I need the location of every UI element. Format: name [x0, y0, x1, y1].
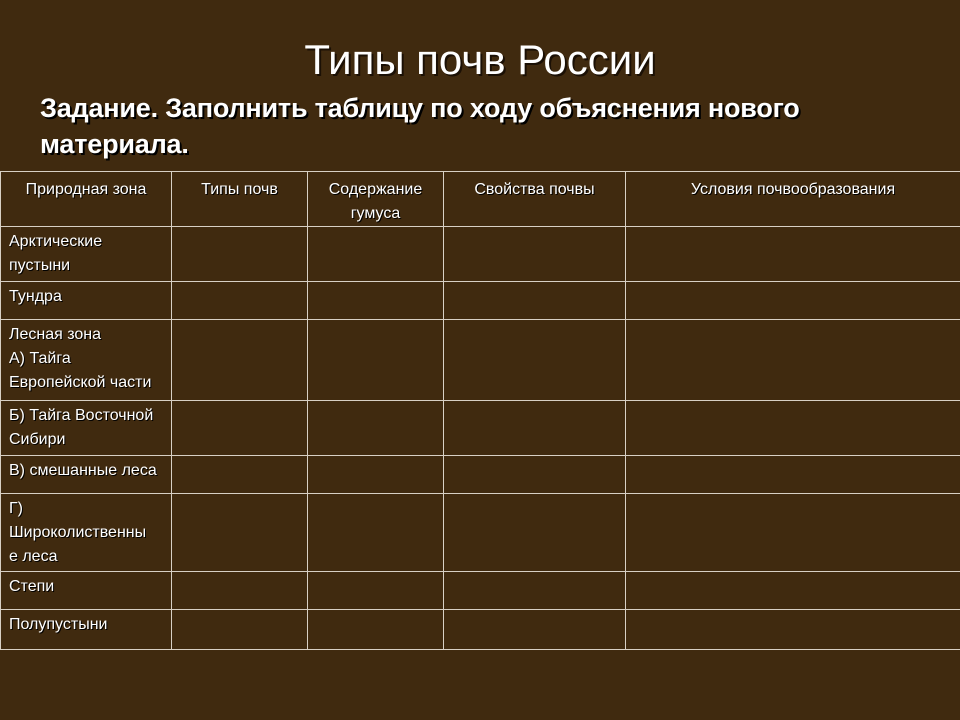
table-cell[interactable]	[444, 282, 626, 320]
header-soil-properties: Свойства почвы	[444, 172, 626, 227]
table-cell[interactable]	[172, 494, 308, 572]
table-row	[1, 610, 960, 650]
zone-line: Широколиственны	[9, 524, 147, 541]
slide-title: Типы почв России	[304, 36, 656, 83]
zone-cell-mixed-forests	[1, 456, 172, 494]
table-cell[interactable]	[172, 610, 308, 650]
table-cell[interactable]	[626, 282, 960, 320]
zone-cell-semi-deserts	[1, 610, 172, 650]
table-row	[1, 227, 960, 282]
zone-line: Тундра	[9, 288, 62, 305]
soil-types-table	[0, 171, 960, 650]
table-cell[interactable]	[172, 282, 308, 320]
table-cell[interactable]	[308, 572, 444, 610]
table-cell[interactable]	[444, 456, 626, 494]
zone-cell-tundra	[1, 282, 172, 320]
header-humus-content: Содержание гумуса	[308, 172, 444, 227]
table-cell[interactable]	[308, 320, 444, 401]
zone-line: А) Тайга	[9, 350, 71, 367]
table-row	[1, 494, 960, 572]
table-cell[interactable]	[172, 456, 308, 494]
header-soil-types: Типы почв	[172, 172, 308, 227]
table-cell[interactable]	[444, 401, 626, 456]
table-cell[interactable]	[444, 610, 626, 650]
table-cell[interactable]	[626, 320, 960, 401]
table-cell[interactable]	[172, 401, 308, 456]
table-cell[interactable]	[626, 401, 960, 456]
zone-line: Г)	[9, 500, 23, 517]
table-cell[interactable]	[308, 227, 444, 282]
zone-line: Европейской части	[9, 374, 152, 391]
table-row	[1, 572, 960, 610]
table-cell[interactable]	[444, 320, 626, 401]
zone-cell-arctic-deserts	[1, 227, 172, 282]
table-cell[interactable]	[308, 282, 444, 320]
zone-line: Лесная зона	[9, 326, 102, 343]
table-cell[interactable]	[626, 572, 960, 610]
table-header-row	[1, 172, 960, 227]
table-row	[1, 456, 960, 494]
table-cell[interactable]	[308, 401, 444, 456]
table-cell[interactable]	[308, 610, 444, 650]
table-cell[interactable]	[308, 456, 444, 494]
table-cell[interactable]	[172, 572, 308, 610]
zone-cell-steppes	[1, 572, 172, 610]
table-cell[interactable]	[626, 494, 960, 572]
zone-line: В) смешанные леса	[9, 462, 157, 479]
task-text: Задание. Заполнить таблицу по ходу объяснения нового материала.	[40, 93, 800, 159]
zone-line: е леса	[9, 548, 58, 565]
table-row	[1, 320, 960, 401]
table-row	[1, 401, 960, 456]
zone-line: Арктические	[9, 233, 103, 250]
table-cell[interactable]	[172, 227, 308, 282]
table-cell[interactable]	[626, 227, 960, 282]
table-cell[interactable]	[626, 456, 960, 494]
zone-line: пустыни	[9, 257, 71, 274]
table-cell[interactable]	[444, 572, 626, 610]
zone-line: Полупустыни	[9, 616, 108, 633]
zone-line: Б) Тайга Восточной	[9, 407, 154, 424]
table-cell[interactable]	[626, 610, 960, 650]
zone-cell-forest-taiga-europe	[1, 320, 172, 401]
table-cell[interactable]	[444, 227, 626, 282]
zone-line: Степи	[9, 578, 55, 595]
header-soil-formation-conditions: Условия почвообразования	[626, 172, 960, 227]
table-cell[interactable]	[308, 494, 444, 572]
table-cell[interactable]	[444, 494, 626, 572]
table-row	[1, 282, 960, 320]
zone-cell-taiga-east-siberia	[1, 401, 172, 456]
zone-line: Сибири	[9, 431, 66, 448]
header-natural-zone: Природная зона	[1, 172, 172, 227]
zone-cell-broadleaf-forests	[1, 494, 172, 572]
table-cell[interactable]	[172, 320, 308, 401]
